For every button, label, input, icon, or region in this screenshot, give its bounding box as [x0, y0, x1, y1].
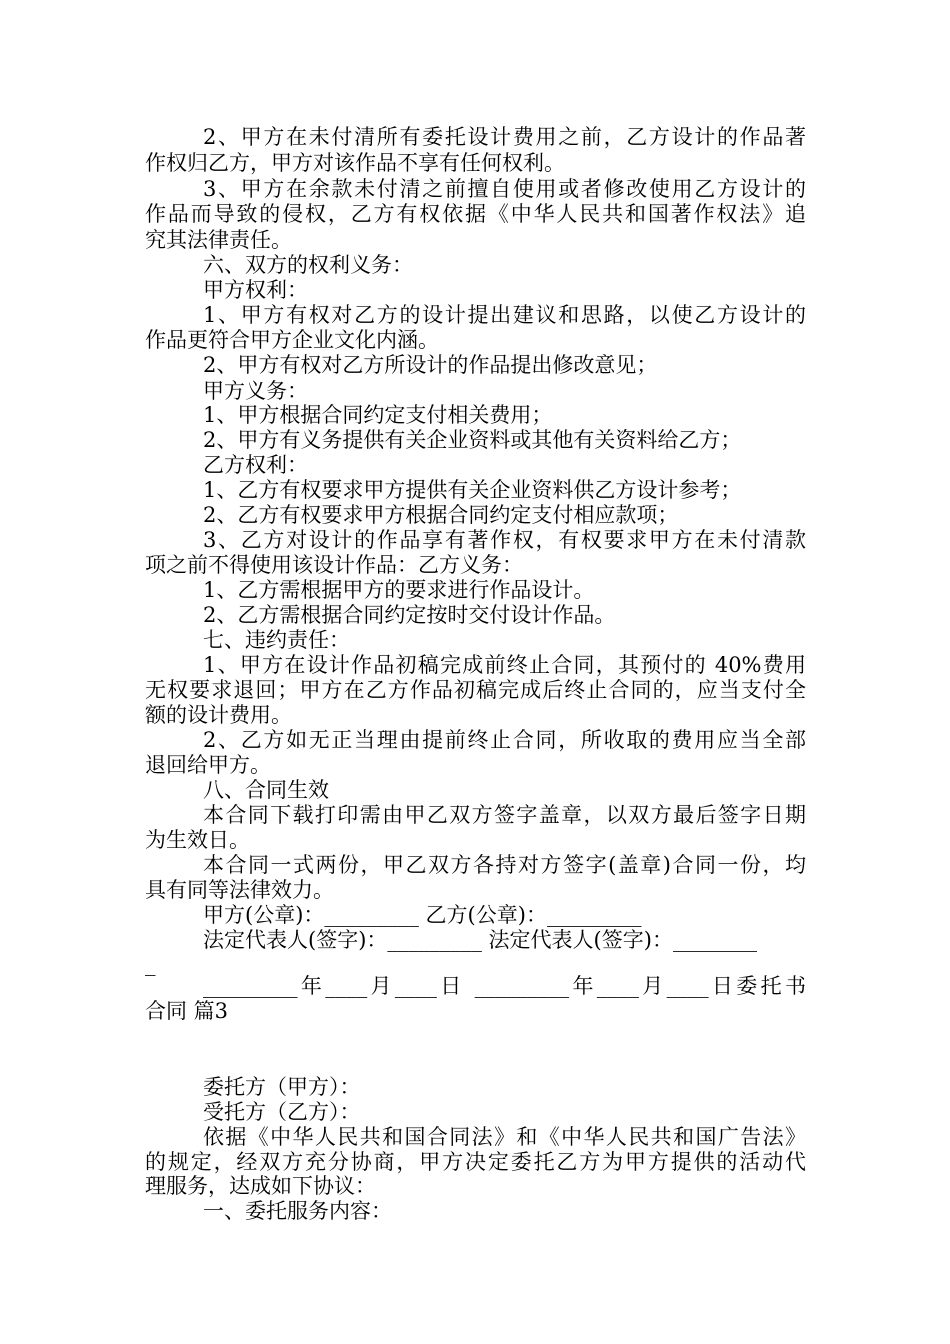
- signature-line: 甲方(公章)：_________ 乙方(公章)：_________: [203, 903, 642, 927]
- section-heading: 六、双方的权利义务：: [203, 253, 413, 277]
- text-line: 退回给甲方。: [145, 753, 271, 777]
- text-line: 1、甲方根据合同约定支付相关费用；: [203, 403, 553, 427]
- text-line: 具有同等法律效力。: [145, 878, 334, 902]
- text-line: 2、乙方如无正当理由提前终止合同，所收取的费用应当全部: [203, 728, 806, 752]
- text-line: 究其法律责任。: [145, 228, 292, 252]
- signature-line: _: [145, 952, 156, 976]
- text-line: 1、甲方在设计作品初稿完成前终止合同，其预付的 40%费用: [203, 653, 806, 677]
- signature-line: 法定代表人(签字)：_________ 法定代表人(签字)：________: [203, 928, 757, 952]
- text-line: 本合同一式两份，甲乙双方各持对方签字(盖章)合同一份，均: [203, 853, 806, 877]
- section-heading: 一、委托服务内容：: [203, 1199, 392, 1223]
- text-line: 作品而导致的侵权，乙方有权依据《中华人民共和国著作权法》追: [145, 202, 806, 226]
- text-line: 项之前不得使用该设计作品：乙方义务：: [145, 553, 523, 577]
- text-line: 1、乙方有权要求甲方提供有关企业资料供乙方设计参考；: [203, 478, 742, 502]
- section-heading: 八、合同生效: [203, 778, 329, 802]
- text-line: 2、甲方有义务提供有关企业资料或其他有关资料给乙方；: [203, 428, 742, 452]
- text-line: 3、乙方对设计的作品享有著作权，有权要求甲方在未付清款: [203, 528, 806, 552]
- text-line: 3、甲方在余款未付清之前擅自使用或者修改使用乙方设计的: [203, 177, 806, 201]
- text-line: 本合同下载打印需由甲乙双方签字盖章，以双方最后签字日期: [203, 803, 806, 827]
- text-line: 2、甲方有权对乙方所设计的作品提出修改意见；: [203, 353, 658, 377]
- section-heading: 七、违约责任：: [203, 628, 350, 652]
- text-line: 的规定，经双方充分协商，甲方决定委托乙方为甲方提供的活动代: [145, 1150, 806, 1174]
- text-line: 1、乙方需根据甲方的要求进行作品设计。: [203, 578, 595, 602]
- text-line: 无权要求退回；甲方在乙方作品初稿完成后终止合同的，应当支付全: [145, 678, 806, 702]
- text-line: 作权归乙方，甲方对该作品不享有任何权利。: [145, 151, 565, 175]
- subsection-heading: 甲方义务：: [203, 379, 308, 403]
- text-line: 2、乙方有权要求甲方根据合同约定支付相应款项；: [203, 503, 679, 527]
- text-line: 为生效日。: [145, 828, 250, 852]
- text-line: 作品更符合甲方企业文化内涵。: [145, 328, 439, 352]
- party-line: 受托方（乙方）：: [203, 1100, 361, 1124]
- text-line: 依据《中华人民共和国合同法》和《中华人民共和国广告法》: [203, 1125, 806, 1149]
- text-line: 2、乙方需根据合同约定按时交付设计作品。: [203, 603, 616, 627]
- text-line: 额的设计费用。: [145, 703, 292, 727]
- subsection-heading: 乙方权利：: [203, 453, 308, 477]
- text-line: 理服务，达成如下协议：: [145, 1174, 376, 1198]
- party-line: 委托方（甲方）：: [203, 1075, 361, 1099]
- section-title: 合同 篇3: [145, 999, 229, 1023]
- text-line: 1、甲方有权对乙方的设计提出建议和思路，以使乙方设计的: [203, 303, 806, 327]
- subsection-heading: 甲方权利：: [203, 278, 308, 302]
- text-line: 2、甲方在未付清所有委托设计费用之前，乙方设计的作品著: [203, 125, 806, 149]
- date-line: _________年____月____日 _________年____月____日委托书: [203, 974, 806, 998]
